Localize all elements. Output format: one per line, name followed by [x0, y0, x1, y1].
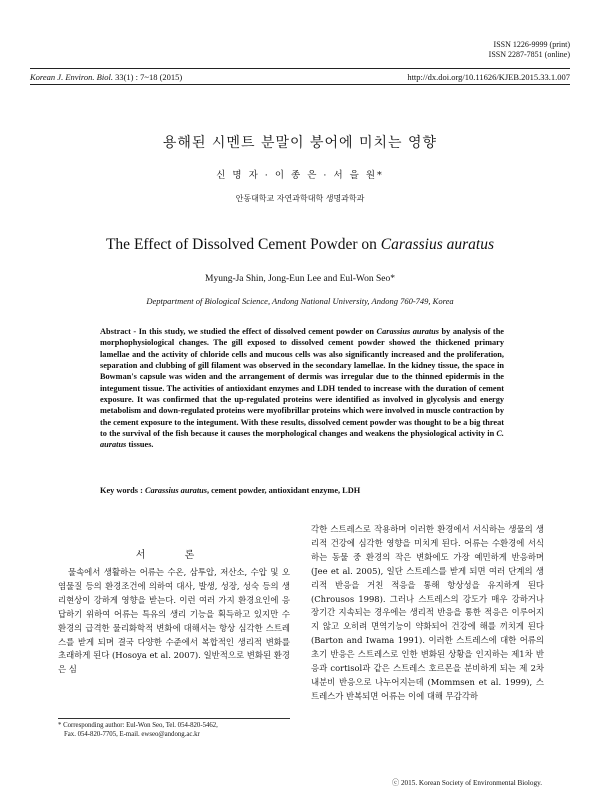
header-rule-bottom	[30, 84, 570, 85]
keywords	[100, 486, 504, 495]
doi-link[interactable]: http://dx.doi.org/10.11626/KJEB.2015.33.1.007	[407, 72, 570, 82]
body-left-column: 물속에서 생활하는 어류는 수온, 삼투압, 저산소, 수압 및 오염물질 등의 환경조건에 의하여 대사, 발생, 성장, 성숙 등의 생리현상이 강하게 영향을 받는다. 이런 여러 가지 환경요인에 응답하기 위하여 어류는 특유의 생리 기능을 획득하고 있지만 수 환경의 급격한 물리화학적 변화에 대해서는 항상 심각한 스트레스를 받게 되며 결국 다양한 수준에서 복합적인 생리적 변화를 초래하게 된다 (Hosoya et al. 2007). 일반적으로 변화된 환경은 심	[58, 567, 290, 675]
body-right-column: 각한 스트레스로 작용하며 이러한 환경에서 서식하는 생물의 생리적 건강에 심각한 영향을 미치게 된다. 어류는 수환경에 서식하는 동물 중 환경의 작은 변화에도 가장 예민하게 반응하며 (Jee et al. 2005), 일단 스트레스를 받게 되면 여러 단계의 생리적 반응을 거친 적응을 통해 항상성을 유지하게 된다 (Chrousos 1998). 그러나 스트레스의 강도가 매우 강하거나 장기간 지속되는 경우에는 생리적 반응을 통한 적응은 이루어지지 않고 오히려 면역기능이 약화되어 건강에 해를 끼치게 된다 (Barton and Iwama 1991). 이러한 스트레스에 대한 어류의 초기 반응은 스트레스로 인한 변화된 상황을 인지하는 제1차 반응과 cortisol과 같은 스트레스 호르몬을 분비하게 되는 제 2차 내분비 반응으로 나누어지는데 (Mommsen et al. 1999), 스트레스가 반복되면 어류는 이에 대해 무감각하	[311, 524, 544, 701]
issn-print: ISSN 1226-9999 (print)	[493, 40, 570, 49]
english-title	[0, 236, 600, 254]
header-rule-top	[30, 68, 570, 69]
english-affiliation: Deptpartment of Biological Science, Andong National University, Andong 760-749, Korea	[146, 296, 454, 306]
journal-citation	[30, 72, 182, 82]
abstract-text-1: - In this study, we studied the effect of dissolved cement powder on	[130, 327, 377, 336]
copyright-notice: ⓒ 2015. Korean Society of Environmental Biology.	[391, 779, 542, 787]
journal-volume: 33(1) : 7~18 (2015)	[115, 72, 183, 82]
footnote-line-2: Fax. 054-820-7705, E-mail. ewseo@andong.ac.kr	[64, 731, 200, 738]
footnote-line-1: * Corresponding author: Eul-Won Seo, Tel. 054-820-5462,	[58, 722, 218, 729]
english-authors: Myung-Ja Shin, Jong-Eun Lee and Eul-Won Seo*	[205, 274, 395, 284]
korean-title: 용해된 시멘트 분말이 붕어에 미치는 영향	[162, 135, 438, 151]
issn-online: ISSN 2287-7851 (online)	[488, 50, 570, 59]
abstract-species-2: C. auratus	[100, 429, 504, 450]
keywords-label: Key words :	[100, 486, 145, 495]
abstract-species-1: Carassius auratus	[376, 327, 440, 336]
corresponding-author-footnote	[58, 721, 298, 739]
keywords-rest: , cement powder, antioxidant enzyme, LDH	[206, 486, 361, 495]
abstract	[100, 326, 504, 451]
section-heading-introduction: 서 론	[135, 550, 213, 561]
korean-authors: 신 명 자 · 이 종 은 · 서 을 원*	[216, 170, 384, 181]
abstract-text-3: tissues.	[126, 440, 154, 450]
abstract-lead: Abstract	[100, 327, 131, 336]
keywords-species: Carassius auratus	[144, 486, 207, 495]
abstract-text-2: by analysis of the morphophysiological changes. The gill exposed to dissolved cement powder showed the thickened primary lamellae and the activity of chloride cells and mucous cells was also significantly increased and the proliferation, separation and clubbing of gill filament was observed in the secondary lamellae. In the kidney tissue, the space in Bowman's capsule was widen and the arrangement of dermis was irregular due to the thinned epidermis in the integument tissue. The activities of antioxidant enzymes and LDH tended to increase with the duration of cement exposure. It was confirmed that the up-regulated proteins were identified as involved in glycolysis and energy metabolism and down-regulated proteins were myofibrillar proteins which were involved in muscle contraction by the cement exposure to the integument. With these results, dissolved cement powder was thought to be a big threat to the survival of the fish because it causes the morphological changes and weakens the physiological activity in	[100, 327, 504, 439]
journal-name: Korean J. Environ. Biol.	[30, 72, 113, 82]
english-title-main: The Effect of Dissolved Cement Powder on	[105, 236, 381, 253]
english-title-species: Carassius auratus	[380, 236, 495, 253]
issn-block	[489, 40, 570, 60]
footnote-rule	[58, 718, 290, 719]
korean-affiliation: 안동대학교 자연과학대학 생명과학과	[235, 194, 365, 203]
